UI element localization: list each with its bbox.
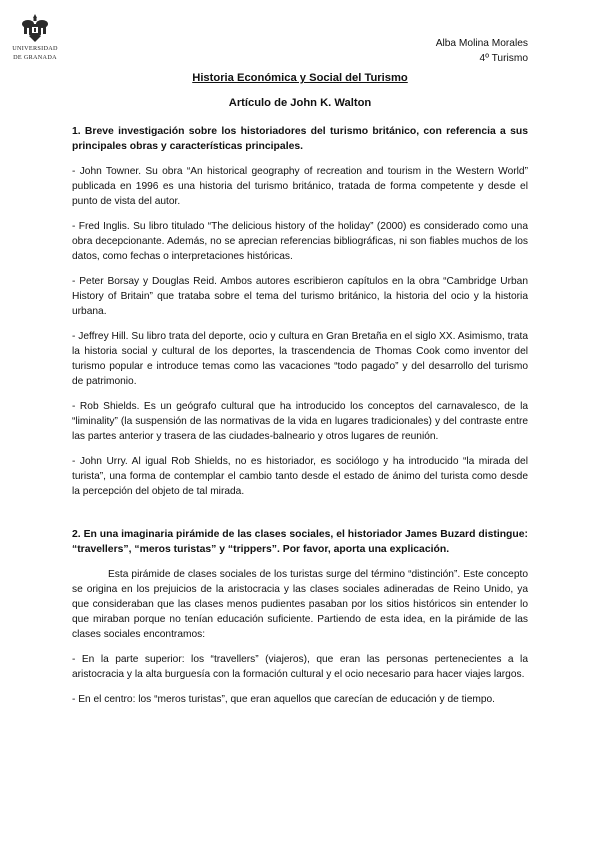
university-name-line2: DE GRANADA <box>13 53 57 61</box>
document-title: Historia Económica y Social del Turismo <box>192 72 408 84</box>
paragraph-borsay-reid: - Peter Borsay y Douglas Reid. Ambos autores escribieron capítulos en la obra “Cambridge Urban History of Britain” que trataba sobre el tema del turismo británico, la historia del ocio y la historia urbana. <box>72 276 528 317</box>
document-subtitle: Artículo de John K. Walton <box>228 97 372 109</box>
paragraph-travellers: - En la parte superior: los “travellers” (viajeros), que eran las personas pertenecientes a la aristocracia y la alta burguesía con la formación cultural y el ocio necesario para hacer viajes largos. <box>72 654 528 680</box>
section-spacer <box>72 509 528 527</box>
paragraph-john-towner: - John Towner. Su obra “An historical geography of recreation and tourism in the Western World” publicada en 1996 es una historia del turismo británico, tratada de forma competente y desde el punto de vista del autor. <box>72 166 528 207</box>
paragraph-meros-turistas: - En el centro: los “meros turistas”, que eran aquellos que carecían de educación y de tiempo. <box>72 694 496 705</box>
paragraph-rob-shields: - Rob Shields. Es un geógrafo cultural que ha introducido los conceptos del carnavalesco, de la “liminality” (la suspensión de las normativas de la vida en lugares tradicionales) y del contraste entre las partes anterior y trasera de las ciudades-balneario y otros lugares de reunión. <box>72 401 528 442</box>
university-logo <box>8 12 62 61</box>
author-name: Alba Molina Morales <box>435 38 528 49</box>
section2-heading: 2. En una imaginaria pirámide de las clases sociales, el historiador James Buzard distingue: “travellers”, “meros turistas” y “trippers”. Por favor, aporta una explicación. <box>72 529 528 555</box>
section1-heading: 1. Breve investigación sobre los historiadores del turismo británico, con referencia a sus principales obras y características principales. <box>72 126 528 152</box>
paragraph-jeffrey-hill: - Jeffrey Hill. Su libro trata del deporte, ocio y cultura en Gran Bretaña en el siglo XX. Asimismo, trata la historia social y cultural de los deportes, la trascendencia de Thomas Cook como inventor del turismo popular e introduce temas como las vacaciones “todo pagado” y del desarrollo del turismo de patrimonio. <box>72 331 528 387</box>
paragraph-john-urry: - John Urry. Al igual Rob Shields, no es historiador, es sociólogo y ha introducido “la mirada del turista”, una forma de contemplar el cambio tanto desde el estado de ánimo del turista como desde la percepción del objeto de tal mirada. <box>72 456 528 497</box>
university-crest-icon <box>20 12 50 44</box>
paragraph-fred-inglis: - Fred Inglis. Su libro titulado “The delicious history of the holiday” (2000) es considerado como una obra decepcionante. Además, no se aprecian referencias bibliográficas, ni son fiables muchos de los datos, como fechas o interpretaciones históricas. <box>72 221 528 262</box>
author-block <box>436 36 528 66</box>
document-body <box>72 124 528 717</box>
course-label: 4º Turismo <box>479 53 528 64</box>
paragraph-distincion: Esta pirámide de clases sociales de los turistas surge del término “distinción”. Este concepto se origina en los prejuicios de la aristocracia y las clases sociales adineradas de Reino Unido, ya que consideraban que las clases menos pudientes pasaban por los sitios históricos sin entender lo que miraban porque no tenían educación suficiente. Partiendo de esta idea, en la pirámide de las clases sociales encontramos: <box>72 569 528 640</box>
university-name-line1: UNIVERSIDAD <box>12 45 58 52</box>
